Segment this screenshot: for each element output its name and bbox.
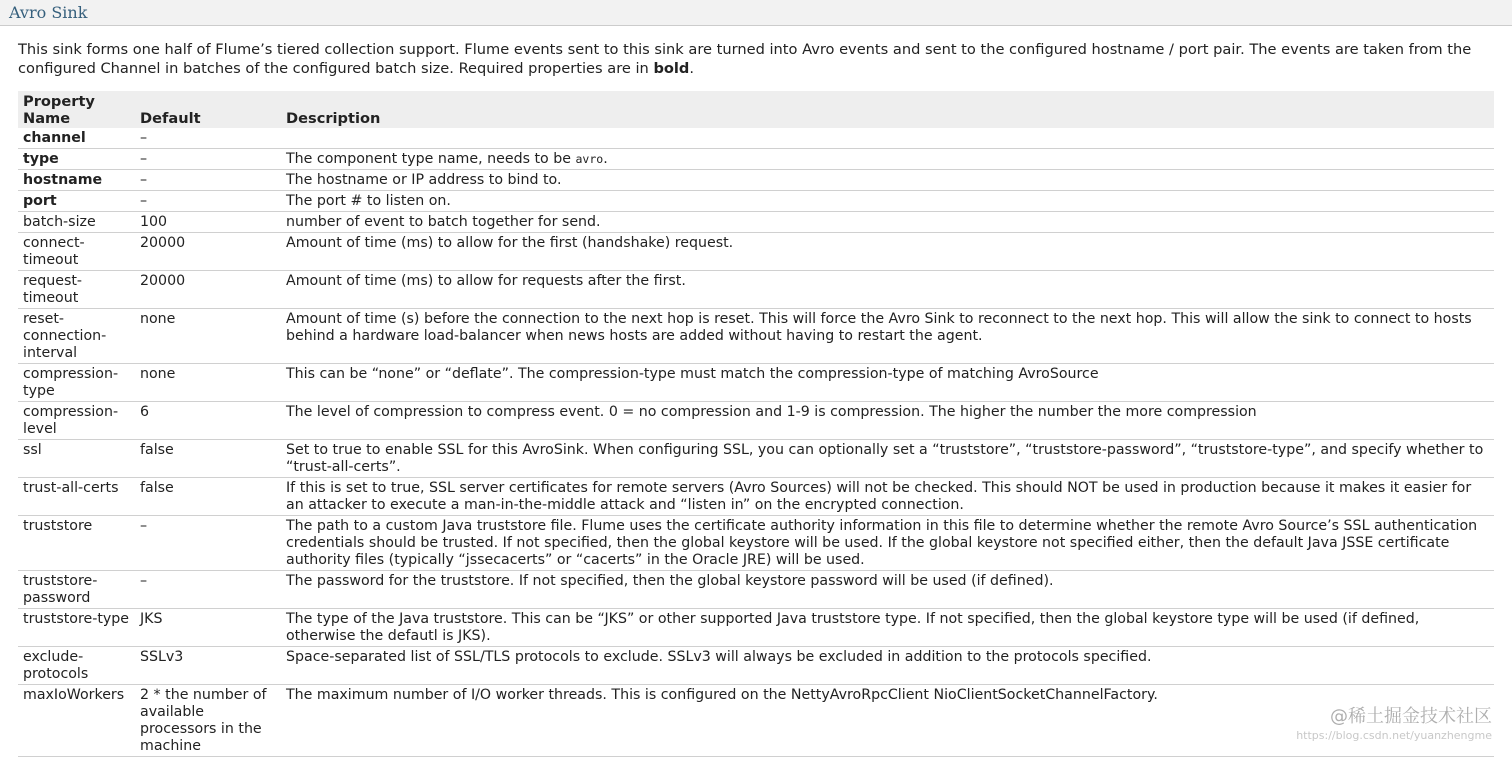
description-cell [281,516,1494,571]
default-value-cell: false [135,440,281,478]
description-text: The level of compression to compress event. 0 = no compression and 1-9 is compression. The higher the number the more compression [286,404,1257,420]
default-value-cell: – [135,571,281,609]
properties-table [18,91,1494,757]
section-title[interactable]: Avro Sink [0,0,1512,26]
property-name-cell: channel [18,128,135,149]
header-default: Default [135,91,281,128]
table-row [18,647,1494,685]
description-cell [281,571,1494,609]
table-row [18,571,1494,609]
description-cell [281,271,1494,309]
property-name-cell: reset-connection-interval [18,309,135,364]
property-name-cell: request-timeout [18,271,135,309]
property-name-cell: ssl [18,440,135,478]
default-value-cell: JKS [135,609,281,647]
default-value-cell: – [135,149,281,170]
table-row [18,170,1494,191]
description-cell [281,647,1494,685]
property-name-cell: truststore-password [18,571,135,609]
description-cell [281,191,1494,212]
property-name-cell: hostname [18,170,135,191]
description-cell [281,440,1494,478]
header-description: Description [281,91,1494,128]
description-cell [281,309,1494,364]
description-text: The password for the truststore. If not specified, then the global keystore password will be used (if defined). [286,573,1054,589]
property-name-cell: port [18,191,135,212]
description-text: number of event to batch together for send. [286,214,601,230]
description-text: Amount of time (ms) to allow for requests after the first. [286,273,686,289]
table-row [18,440,1494,478]
property-name-cell: truststore-type [18,609,135,647]
property-name-cell: trust-all-certs [18,478,135,516]
description-cell [281,478,1494,516]
intro-paragraph [18,40,1494,78]
header-property-name: Property Name [18,91,135,128]
description-text: Amount of time (ms) to allow for the first (handshake) request. [286,235,734,251]
table-row [18,271,1494,309]
default-value-cell: – [135,128,281,149]
description-cell [281,364,1494,402]
description-text: Set to true to enable SSL for this AvroSink. When configuring SSL, you can optionally set a “truststore”, “truststore-password”, “truststore-type”, and specify whether to “trust-all-certs”. [286,442,1484,475]
description-text: The type of the Java truststore. This can be “JKS” or other supported Java truststore type. If not specified, then the global keystore type will be used (if defined, otherwise the defautl is JKS). [286,611,1420,644]
property-name-cell: compression-type [18,364,135,402]
description-text-end: . [603,151,608,167]
description-text: The maximum number of I/O worker threads. This is configured on the NettyAvroRpcClient NioClientSocketChannelFactory. [286,687,1158,703]
description-text: The path to a custom Java truststore file. Flume uses the certificate authority information in this file to determine whether the remote Avro Source’s SSL authentication credentials should be trusted. If not specified, then the global keystore will be used. If the global keystore not specified either, then the default Java JSSE certificate authority files (typically “jssecacerts” or “cacerts” in the Oracle JRE) will be used. [286,518,1478,568]
intro-bold: bold [653,60,690,77]
table-row [18,516,1494,571]
default-value-cell: – [135,191,281,212]
description-text: This can be “none” or “deflate”. The compression-type must match the compression-type of matching AvroSource [286,366,1099,382]
table-header-row [18,91,1494,128]
default-value-cell: – [135,170,281,191]
intro-end: . [689,60,695,77]
description-text: Space-separated list of SSL/TLS protocols to exclude. SSLv3 will always be excluded in addition to the protocols specified. [286,649,1152,665]
property-name-cell: maxIoWorkers [18,685,135,757]
description-text: The hostname or IP address to bind to. [286,172,562,188]
table-row [18,364,1494,402]
table-row [18,212,1494,233]
table-row [18,309,1494,364]
intro-text: This sink forms one half of Flume’s tiered collection support. Flume events sent to this sink are turned into Avro events and sent to the configured hostname / port pair. The events are taken from the configured Channel in batches of the configured batch size. Required properties are in [18,41,1472,77]
default-value-cell: none [135,364,281,402]
property-name-cell: connect-timeout [18,233,135,271]
table-row [18,191,1494,212]
description-text: Amount of time (s) before the connection to the next hop is reset. This will force the Avro Sink to reconnect to the next hop. This will allow the sink to connect to hosts behind a hardware load-balancer when news hosts are added without having to restart the agent. [286,311,1472,344]
table-row [18,685,1494,757]
default-value-cell: 100 [135,212,281,233]
default-value-cell: false [135,478,281,516]
property-name-cell: batch-size [18,212,135,233]
property-name-cell: compression-level [18,402,135,440]
description-text: The port # to listen on. [286,193,451,209]
table-row [18,402,1494,440]
description-cell [281,128,1494,149]
description-cell [281,149,1494,170]
watermark-text: @稀土掘金技术社区 [1330,706,1492,727]
default-value-cell: – [135,516,281,571]
default-value-cell: 6 [135,402,281,440]
description-cell [281,402,1494,440]
inline-code: avro [575,152,604,166]
property-name-cell: type [18,149,135,170]
description-text: The component type name, needs to be [286,151,576,167]
description-cell [281,212,1494,233]
default-value-cell: SSLv3 [135,647,281,685]
default-value-cell: 20000 [135,233,281,271]
table-row [18,233,1494,271]
table-body [18,128,1494,757]
default-value-cell: 20000 [135,271,281,309]
description-cell [281,233,1494,271]
watermark-url: https://blog.csdn.net/yuanzhengme [1296,729,1492,742]
default-value-cell: none [135,309,281,364]
table-row [18,128,1494,149]
default-value-cell: 2 * the number of available processors in the machine [135,685,281,757]
description-cell [281,685,1494,757]
description-cell [281,609,1494,647]
table-row [18,478,1494,516]
table-row [18,609,1494,647]
description-text: If this is set to true, SSL server certificates for remote servers (Avro Sources) will not be checked. This should NOT be used in production because it makes it easier for an attacker to execute a man-in-the-middle attack and “listen in” on the encrypted connection. [286,480,1472,513]
description-cell [281,170,1494,191]
property-name-cell: exclude-protocols [18,647,135,685]
property-name-cell: truststore [18,516,135,571]
table-row [18,149,1494,170]
